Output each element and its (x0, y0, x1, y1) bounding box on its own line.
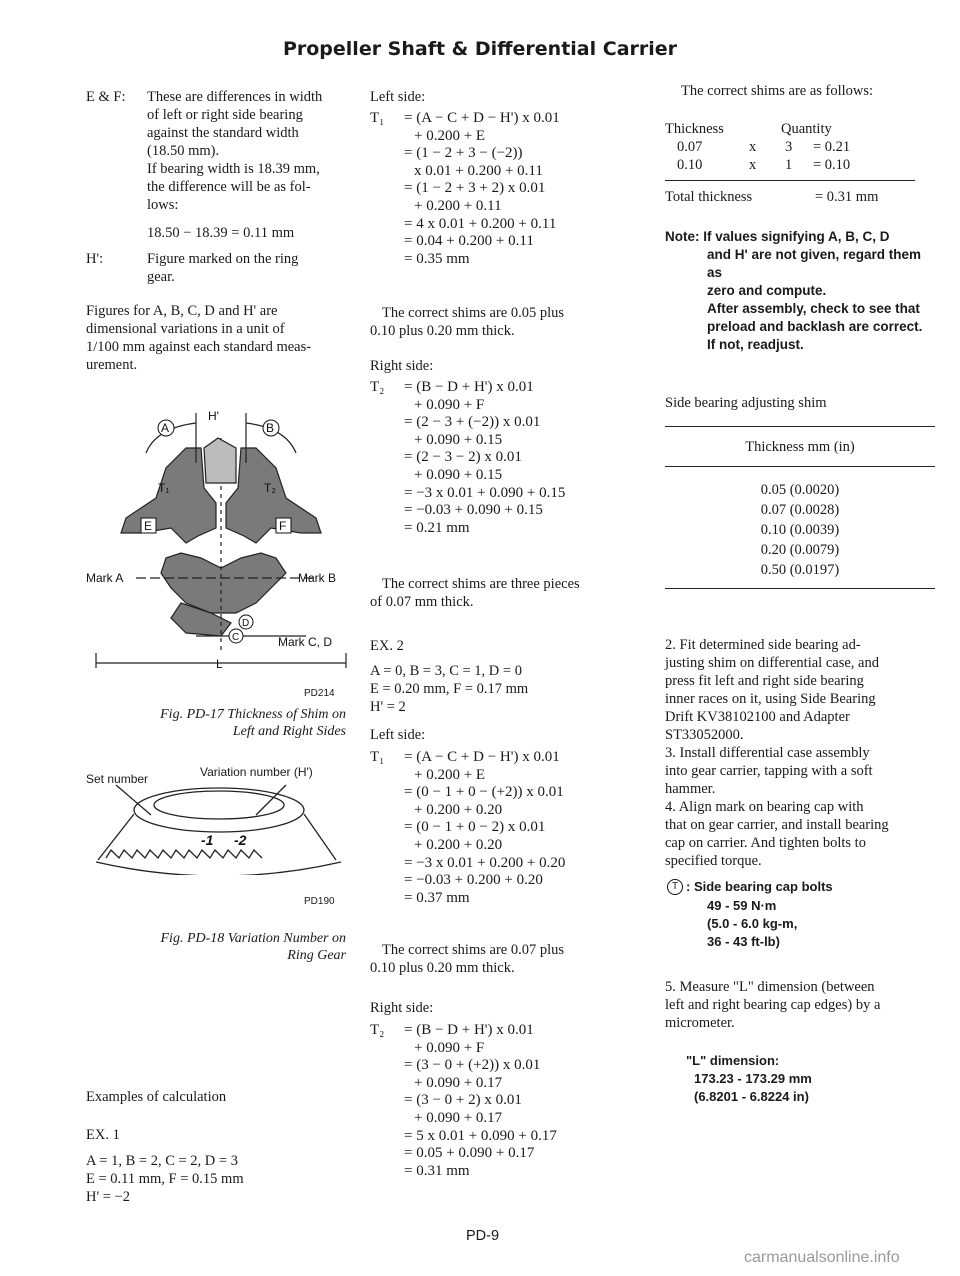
label-l: L (216, 657, 223, 668)
label-d: D (242, 618, 250, 629)
torque-title: : Side bearing cap bolts (686, 879, 833, 894)
thickness-header: Thickness (665, 121, 724, 137)
right-side-label-1: Right side: (370, 358, 434, 374)
label-mark-a: Mark A (86, 571, 124, 585)
watermark: carmanualsonline.info (744, 1249, 900, 1266)
l-dimension-spec: "L" dimension: 173.23 - 173.29 mm (6.8201 - 6.8224 in) (686, 1053, 812, 1104)
thickness-list (665, 480, 935, 580)
t1-label: T₁ (370, 110, 385, 126)
figures-paragraph: Figures for A, B, C, D and H' are dimensional variations in a unit of 1/100 mm against each standard meas- urement. (86, 303, 312, 373)
t1b-calculation: T₁ = (A − C + D − H') x 0.01 + 0.200 + E = (0 − 1 + 0 − (+2)) x 0.01 + 0.200 + 0.20 = (0 − 1 + 0 − 2) x 0.01 + 0.200 + 0.20 = −3 x 0.01 + 0.200 + 0.20 = −0.03 + 0.200 + 0.20 = 0.37 mm (370, 749, 566, 906)
t1b-label: T₁ (370, 749, 385, 765)
thickness-item: 0.20 (0.0079) (760, 542, 840, 558)
left-side-label-2: Left side: (370, 727, 426, 743)
t1-calculation: T₁ = (A − C + D − H') x 0.01 + 0.200 + E = (1 − 2 + 3 − (−2)) x 0.01 + 0.200 + 0.11 = (1 − 2 + 3 + 2) x 0.01 + 0.200 + 0.11 = 4 x 0.01 + 0.200 + 0.11 = 0.04 + 0.200 + 0.11 = 0.35 mm (370, 110, 560, 267)
table-top-rule (665, 426, 935, 427)
table-header-rule (665, 466, 935, 467)
set-number-label: Set number (86, 772, 149, 786)
shim-row: 0.10 x 1 = 0.10 (677, 157, 851, 173)
label-b: B (266, 421, 275, 435)
mark-variation-number: -2 (234, 832, 247, 848)
label-mark-cd: Mark C, D (278, 635, 332, 649)
torque-values: 49 - 59 N·m (5.0 - 6.0 kg-m, 36 - 43 ft-lb) (707, 898, 798, 949)
mark-set-number: -1 (201, 832, 214, 848)
ef-calculation: 18.50 − 18.39 = 0.11 mm (147, 225, 295, 241)
t2-calculation: T₂ = (B − D + H') x 0.01 + 0.090 + F = (2 − 3 + (−2)) x 0.01 + 0.090 + 0.15 = (2 − 3 − 2) x 0.01 + 0.090 + 0.15 = −3 x 0.01 + 0.090 + 0.15 = −0.03 + 0.090 + 0.15 = 0.21 mm (370, 379, 566, 536)
ef-definition: These are differences in width of left or right side bearing against the standard width (18.50 mm). If bearing width is 18.39 mm, the difference will be as fol- lows: 18.50 − 18.39 = 0.11 mm (147, 88, 347, 242)
fig17-code: PD214 (304, 688, 335, 699)
shims-paragraph-3: The correct shims are 0.07 plus 0.10 plus 0.20 mm thick. (370, 942, 565, 976)
label-h: H' (208, 409, 219, 423)
t2b-calculation: T₂ = (B − D + H') x 0.01 + 0.090 + F = (3 − 0 + (+2)) x 0.01 + 0.090 + 0.17 = (3 − 0 + 2) x 0.01 + 0.090 + 0.17 = 5 x 0.01 + 0.090 + 0.17 = 0.05 + 0.090 + 0.17 = 0.31 mm (370, 1022, 557, 1179)
thickness-item: 0.50 (0.0197) (760, 562, 840, 578)
fig18-code: PD190 (304, 896, 335, 907)
ef-label: E & F: (86, 89, 126, 105)
label-f: F (279, 519, 287, 533)
ex1-values: A = 1, B = 2, C = 2, D = 3 E = 0.11 mm, F = 0.15 mm H' = −2 (86, 1153, 244, 1205)
quantity-header: Quantity (781, 121, 832, 137)
correct-shims-intro: The correct shims are as follows: (681, 83, 874, 99)
page-header-title: Propeller Shaft & Differential Carrier (282, 38, 678, 60)
step-3: 3. Install differential case assembly into gear carrier, tapping with a soft hammer. (665, 745, 873, 797)
step-5: 5. Measure "L" dimension (between left and right bearing cap edges) by a micrometer. (665, 979, 881, 1031)
label-a: A (161, 421, 170, 435)
right-side-label-2: Right side: (370, 1000, 434, 1016)
label-mark-b: Mark B (298, 571, 337, 585)
total-divider (665, 180, 915, 181)
h-definition: Figure marked on the ring gear. (147, 251, 299, 285)
thickness-item: 0.07 (0.0028) (760, 502, 840, 518)
ring-gear-diagram (86, 780, 346, 875)
note-block: Note: If values signifying A, B, C, D and H' are not given, regard them as zero and compute. After assembly, check to see that preload and backlash are correct. If not, readjust. (665, 229, 923, 352)
fig17-caption: Fig. PD-17 Thickness of Shim on Left and Right Sides (160, 707, 346, 739)
ex2-values: A = 0, B = 3, C = 1, D = 0 E = 0.20 mm, F = 0.17 mm H' = 2 (370, 663, 529, 715)
shims-paragraph-1: The correct shims are 0.05 plus 0.10 plus 0.20 mm thick. (370, 305, 565, 339)
table-bottom-rule (665, 588, 935, 589)
ex1-title: EX. 1 (86, 1127, 120, 1143)
h-label: H': (86, 251, 104, 267)
shim-thickness-diagram (86, 408, 356, 668)
thickness-item: 0.10 (0.0039) (760, 522, 840, 538)
torque-wrench-icon: T (667, 879, 683, 895)
label-c: C (232, 632, 240, 643)
step-4: 4. Align mark on bearing cap with that on gear carrier, and install bearing cap on carrier. And tighten bolts to specified torque. (665, 799, 889, 869)
variation-number-label: Variation number (H') (200, 765, 313, 779)
t2b-label: T₂ (370, 1022, 385, 1038)
shim-row: 0.07 x 3 = 0.21 (677, 139, 851, 155)
side-shim-title: Side bearing adjusting shim (665, 395, 827, 411)
label-t2: T₂ (264, 481, 276, 495)
step-2: 2. Fit determined side bearing ad- justing shim on differential case, and press fit left and right side bearing inner races on it, using Side Bearing Drift KV38102100 and Adapter ST33052000. (665, 637, 879, 743)
shims-paragraph-2: The correct shims are three pieces of 0.07 mm thick. (370, 576, 580, 610)
thickness-mm-header: Thickness mm (in) (745, 439, 855, 455)
fig18-caption: Fig. PD-18 Variation Number on Ring Gear (160, 931, 346, 963)
total-thickness-row: Total thickness = 0.31 mm (665, 189, 879, 205)
left-side-label-1: Left side: (370, 89, 426, 105)
shim-result-table (665, 120, 850, 174)
examples-title: Examples of calculation (86, 1089, 227, 1105)
thickness-item: 0.05 (0.0020) (760, 482, 840, 498)
ex2-title: EX. 2 (370, 638, 404, 654)
t2-label: T₂ (370, 379, 385, 395)
label-t1: T₁ (158, 481, 170, 495)
label-e: E (144, 519, 153, 533)
page-number: PD-9 (466, 1228, 500, 1244)
